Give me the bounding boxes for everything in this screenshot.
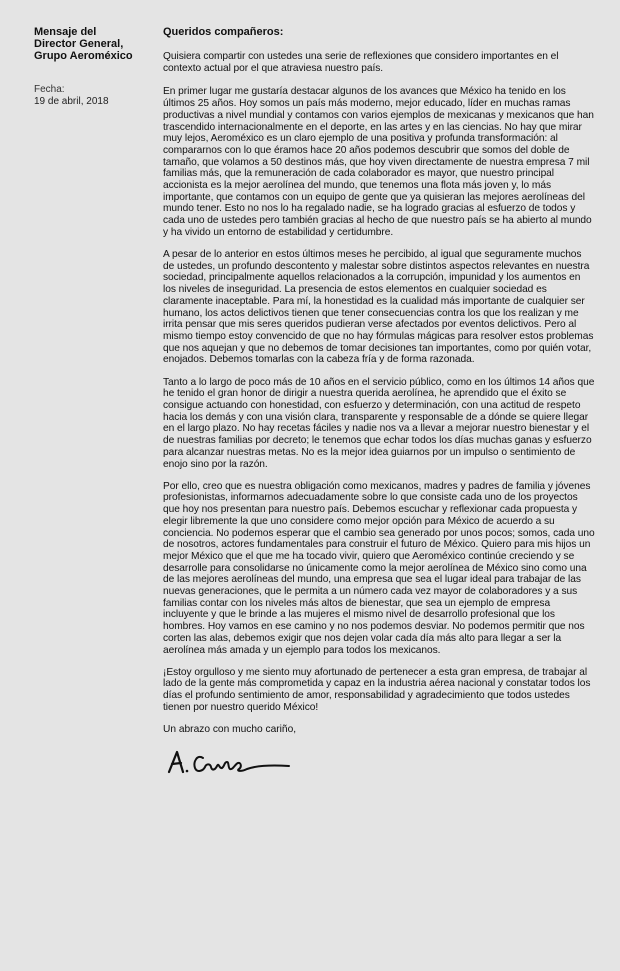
letter-body	[163, 26, 595, 778]
paragraph: Tanto a lo largo de poco más de 10 años en el servicio público, como en los últimos 14 años que he tenido el gran honor de dirigir a nuestra querida aerolínea, he aprendido que el éxito se consigue actuando con honestidad, con esfuerzo y determinación, con una actitud de respeto hacia los demás y con una visión clara, transparente y responsable de a dónde se quiere llegar en el largo plazo. No hay recetas fáciles y nadie nos va a llevar a mejorar nuestro bienestar y el de nuestras familias por decreto; le tenemos que echar todos los días muchas ganas y esfuerzo para alcanzar nuestras metas. No es la mejor idea guiarnos por un impulso o sentimiento de enojo sino por la razón.	[163, 376, 595, 470]
sidebar	[34, 26, 152, 108]
paragraph: En primer lugar me gustaría destacar algunos de los avances que México ha tenido en los últimos 25 años. Hoy somos un país más moderno, mejor educado, líder en muchas ramas productivas a nivel mundial y contamos con varios ejemplos de mexicanas y mexicanos que han trascendido internacionalmente en el deporte, en las artes y en las ciencias. No hay que mirar muy lejos, Aeroméxico es un claro ejemplo de una positiva y profunda transformación: al compararnos con lo que éramos hace 20 años podemos descubrir que somos del doble de tamaño, que volamos a 50 destinos más, que hoy viven directamente de nuestra empresa 7 mil familias más, que la remuneración de cada colaborador es mayor, que nuestro principal accionista es la mejor aerolínea del mundo, que tenemos una flota más joven y, lo más importante, que contamos con un equipo de gente que ya quisieran las mejores aerolíneas del mundo tener. Esto no nos lo ha regalado nadie, se ha logrado gracias al esfuerzo de todos y cada uno de ustedes pero también gracias al hecho de que nuestro país se ha abierto al mundo y ha vivido un entorno de estabilidad y certidumbre.	[163, 86, 594, 238]
greeting: Queridos compañeros:	[163, 26, 284, 38]
date-value: 19 de abril, 2018	[34, 96, 109, 107]
message-title: Mensaje del Director General, Grupo Aeroméxico	[34, 26, 133, 62]
paragraph: ¡Estoy orgulloso y me siento muy afortunado de pertenecer a esta gran empresa, de trabajar al lado de la gente más comprometida y capaz en la industria aérea nacional y constatar todos los días el profundo sentimiento de amor, responsabilidad y agradecimiento que todos ustedes tienen por nuestro querido México!	[163, 666, 591, 713]
paragraph: Por ello, creo que es nuestra obligación como mexicanos, madres y padres de familia y jóvenes profesionistas, informarnos adecuadamente sobre lo que consiste cada uno de los proyectos que hoy nos presentan para nuestro país. Debemos escuchar y reflexionar cada propuesta y elegir libremente la que uno considere como mejor opción para México de acuerdo a su conciencia. No podemos esperar que el cambio sea generado por unos pocos; somos, cada uno de nosotros, actores fundamentales para construir el futuro de México. Quiero para mis hijos un mejor México que el que me ha tocado vivir, quiero que Aeroméxico continúe creciendo y se desarrolle para consolidarse no únicamente como la mejor aerolínea de México sino como una de las mejores aerolíneas del mundo, una empresa que sea el lugar ideal para trabajar de las nuevas generaciones, que le permita a un número cada vez mayor de colaboradores y a sus familias contar con los niveles más altos de bienestar, que sea un ejemplo de empresa incluyente y que le brinde a las mujeres el mismo nivel de desarrollo profesional que los hombres. Hoy vamos en ese camino y no nos podemos desviar. No podemos permitir que nos corten las alas, debemos exigir que nos dejen volar cada día más alto para llegar a ser la aerolínea más amada y un ejemplo para todos los mexicanos.	[163, 480, 595, 656]
paragraph: A pesar de lo anterior en estos últimos meses he percibido, al igual que seguramente muchos de ustedes, un profundo descontento y malestar sobre distintos aspectos relevantes en nuestra sociedad, principalmente aquellos relacionados a la corrupción, impunidad y los aumentos en los niveles de inseguridad. La presencia de estos elementos en cualquier sociedad es claramente inaceptable. Para mí, la honestidad es la cualidad más importante de cualquier ser humano, los actos delictivos tienen que tener consecuencias contra los que los realizan y me irrita pensar que mis seres queridos pudieran verse afectados por eventos delictivos. Pero al mismo tiempo estoy convencido de que no hay fórmulas mágicas para resolver estos problemas que nos aquejan y que no debemos de tomar decisiones tan importantes, como por quién votar, enojados. Debemos tomarlas con la cabeza fría y de forma razonada.	[163, 249, 594, 366]
date-label: Fecha:	[34, 84, 65, 95]
paragraph: Quisiera compartir con ustedes una serie de reflexiones que considero importantes en el contexto actual por el que atraviesa nuestro país.	[163, 51, 559, 74]
handwritten-signature	[163, 744, 293, 778]
closing-line: Un abrazo con mucho cariño,	[163, 724, 297, 736]
